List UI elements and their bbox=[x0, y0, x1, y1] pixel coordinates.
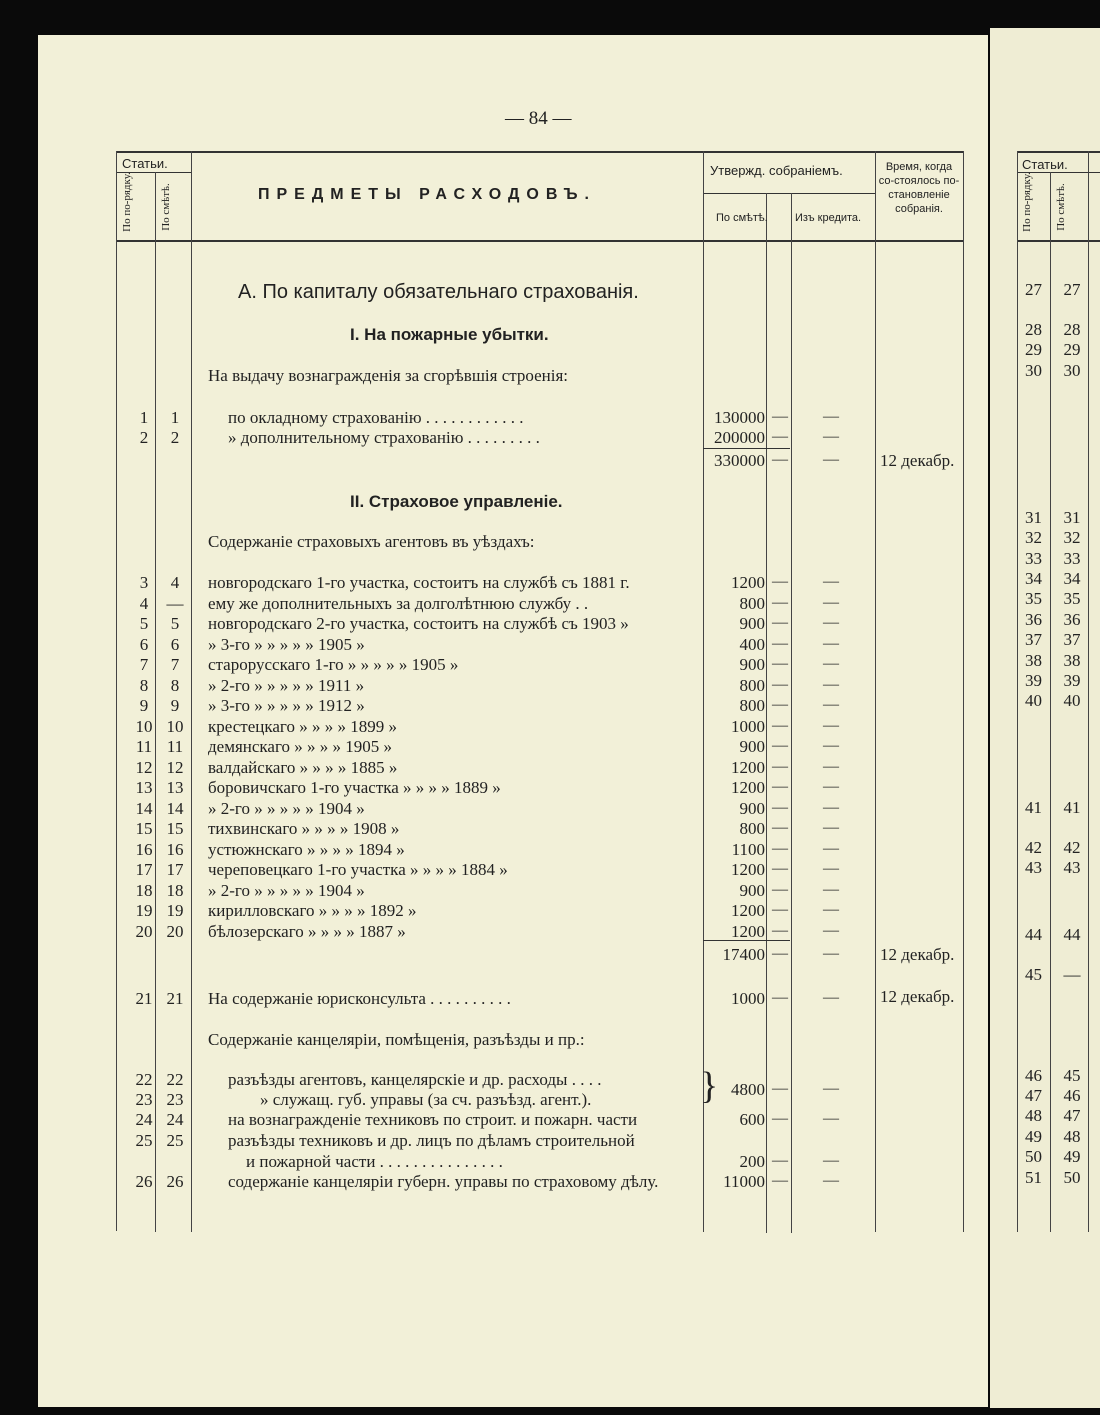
right-row-estimate-number: 37 bbox=[1063, 630, 1081, 649]
row-text: кирилловскаго » » » » 1892 » bbox=[208, 901, 417, 920]
dash-mark: — bbox=[772, 428, 788, 445]
dash-mark: — bbox=[823, 921, 839, 939]
right-row-estimate-number: 35 bbox=[1063, 589, 1081, 608]
row-text: крестецкаго » » » » 1899 » bbox=[208, 716, 397, 736]
dash-mark: — bbox=[823, 819, 839, 836]
row-21-date: 12 декабр. bbox=[880, 987, 955, 1006]
right-row-number: 33 bbox=[1025, 549, 1042, 568]
dash-mark: — bbox=[772, 901, 788, 918]
page-number: — 84 — bbox=[505, 108, 572, 129]
right-row-estimate-number: 48 bbox=[1063, 1127, 1081, 1146]
section-1-total: 330000 bbox=[714, 451, 765, 470]
row-number: 18 bbox=[135, 880, 153, 900]
header-statyi: Статьи. bbox=[122, 156, 168, 171]
row-amount: 200 bbox=[739, 1152, 765, 1171]
dash-mark: — bbox=[823, 675, 839, 693]
row-text: » 3-го » » » » » 1905 » bbox=[208, 634, 365, 654]
dash-mark: — bbox=[772, 573, 788, 590]
row-number: 11 bbox=[135, 737, 153, 756]
right-row-number: 47 bbox=[1025, 1086, 1042, 1105]
right-row-number: 46 bbox=[1025, 1066, 1042, 1085]
row-amount: 800 bbox=[739, 675, 765, 695]
row-number: 17 bbox=[135, 860, 153, 879]
dash-mark: — bbox=[823, 737, 839, 754]
row-number: 12 bbox=[135, 757, 153, 777]
section-a-title: А. По капиталу обязательнаго страхованія. bbox=[238, 281, 639, 303]
header-po-smete-col: По смѣтѣ. bbox=[716, 212, 768, 224]
dash-mark: — bbox=[823, 696, 839, 713]
brace: } bbox=[700, 1065, 719, 1107]
right-row-estimate-number: 38 bbox=[1063, 651, 1081, 670]
row-number: 5 bbox=[139, 614, 149, 633]
dash-mark: — bbox=[823, 1110, 839, 1127]
right-row-number: 31 bbox=[1025, 508, 1042, 527]
row-text: череповецкаго 1-го участка » » » » 1884 » bbox=[208, 860, 508, 879]
row-text: » служащ. губ. управы (за сч. разъѣзд. агент.). bbox=[260, 1090, 592, 1109]
right-row-number: 27 bbox=[1025, 280, 1042, 299]
dash-mark: — bbox=[823, 716, 839, 734]
dash-mark: — bbox=[772, 655, 788, 672]
dash-mark: — bbox=[823, 839, 839, 857]
dash-mark: — bbox=[823, 573, 839, 590]
row-amount: 1200 bbox=[731, 901, 765, 920]
right-row-estimate-number: 36 bbox=[1063, 610, 1081, 629]
right-row-estimate-number: 33 bbox=[1063, 549, 1081, 568]
row-amount: 600 bbox=[739, 1110, 765, 1129]
row-number: 1 bbox=[139, 408, 149, 427]
right-row-number: 45 bbox=[1025, 965, 1042, 984]
dash-mark: — bbox=[823, 1080, 839, 1097]
dash-mark: — bbox=[823, 757, 839, 775]
right-row-estimate-number: 32 bbox=[1063, 528, 1081, 547]
row-text: устюжнскаго » » » » 1894 » bbox=[208, 839, 405, 859]
row-text: новгородскаго 1-го участка, состоитъ на службѣ съ 1881 г. bbox=[208, 573, 630, 592]
dash-mark: — bbox=[823, 860, 839, 877]
section-2-title: II. Страховое управленіе. bbox=[350, 492, 563, 511]
right-row-number: 44 bbox=[1025, 925, 1042, 944]
row-estimate-number: 16 bbox=[166, 839, 184, 859]
right-row-number: 51 bbox=[1025, 1168, 1042, 1187]
header-po-smete: По смѣтѣ. bbox=[160, 183, 172, 231]
row-number: 25 bbox=[135, 1131, 153, 1150]
row-text: » 3-го » » » » » 1912 » bbox=[208, 696, 365, 715]
dash-mark: — bbox=[772, 1110, 788, 1127]
row-amount: 130000 bbox=[714, 408, 765, 427]
row-number: 13 bbox=[135, 778, 153, 797]
row-number: 8 bbox=[139, 675, 149, 695]
section-1-date: 12 декабр. bbox=[880, 451, 955, 470]
row-estimate-number: 10 bbox=[166, 716, 184, 736]
row-text: бѣлозерскаго » » » » 1887 » bbox=[208, 921, 406, 941]
row-amount: 900 bbox=[739, 614, 765, 633]
dash-mark: — bbox=[772, 614, 788, 631]
row-estimate-number: 19 bbox=[166, 901, 184, 920]
row-number: 3 bbox=[139, 573, 149, 592]
dash-mark: — bbox=[772, 1080, 788, 1097]
row-amount: 11000 bbox=[723, 1172, 765, 1191]
row-amount: 900 bbox=[739, 737, 765, 756]
row-estimate-number: 22 bbox=[166, 1070, 184, 1089]
row-number: 10 bbox=[135, 716, 153, 736]
row-estimate-number: 25 bbox=[166, 1131, 184, 1150]
row-amount: 1000 bbox=[731, 716, 765, 736]
row-text: валдайскаго » » » » 1885 » bbox=[208, 757, 398, 777]
row-text: » дополнительному страхованію . . . . . . . . . bbox=[228, 428, 540, 447]
dash-mark: — bbox=[823, 778, 839, 795]
row-amount: 4800 bbox=[731, 1080, 765, 1099]
row-amount: 800 bbox=[739, 696, 765, 715]
office-intro: Содержаніе канцеляріи, помѣщенія, разъѣзды и пр.: bbox=[208, 1030, 585, 1049]
row-estimate-number: 8 bbox=[170, 675, 180, 695]
row-estimate-number: 20 bbox=[166, 921, 184, 941]
row-estimate-number: 6 bbox=[170, 634, 180, 654]
right-row-number: 34 bbox=[1025, 569, 1042, 588]
next-page-edge bbox=[990, 28, 1100, 1408]
header-vremya: Время, когда со-стоялось по-становленіе собранія. bbox=[878, 161, 960, 215]
dash-mark: — bbox=[823, 1172, 839, 1189]
dash-mark: — bbox=[772, 1152, 788, 1169]
row-amount: 1200 bbox=[731, 860, 765, 879]
row-estimate-number: 7 bbox=[170, 655, 180, 674]
right-row-estimate-number: 46 bbox=[1063, 1086, 1081, 1105]
header-bottom-rule bbox=[116, 240, 964, 242]
right-row-number: 42 bbox=[1025, 838, 1042, 857]
row-estimate-number: — bbox=[166, 593, 184, 613]
right-row-estimate-number: 30 bbox=[1063, 361, 1081, 380]
dash-mark: — bbox=[772, 696, 788, 713]
row-text: на вознагражденіе техниковъ по строит. и пожарн. части bbox=[228, 1110, 638, 1129]
row-estimate-number: 15 bbox=[166, 819, 184, 838]
row-text: тихвинскаго » » » » 1908 » bbox=[208, 819, 400, 838]
right-row-number: 37 bbox=[1025, 630, 1042, 649]
row-text: демянскаго » » » » 1905 » bbox=[208, 737, 393, 756]
right-row-number: 39 bbox=[1025, 671, 1042, 690]
row-number: 23 bbox=[135, 1090, 153, 1109]
right-row-estimate-number: 28 bbox=[1063, 320, 1081, 339]
right-row-estimate-number: 44 bbox=[1063, 925, 1081, 944]
header-approved: Утвержд. собраніемъ. bbox=[710, 163, 843, 178]
section-1-intro: На выдачу вознагражденія за сгорѣвшія строенія: bbox=[208, 366, 568, 385]
dash-mark: — bbox=[823, 593, 839, 611]
row-text: и пожарной части . . . . . . . . . . . . . . . bbox=[246, 1152, 503, 1171]
dash-mark: — bbox=[823, 901, 839, 918]
dash-mark: — bbox=[772, 778, 788, 795]
right-row-number: 50 bbox=[1025, 1147, 1042, 1166]
dash-mark: — bbox=[823, 634, 839, 652]
row-estimate-number: 14 bbox=[166, 798, 184, 818]
right-row-estimate-number: — bbox=[1063, 965, 1081, 984]
row-text: ему же дополнительныхъ за долголѣтнюю службу . . bbox=[208, 593, 589, 613]
section-2-intro: Содержаніе страховыхъ агентовъ въ уѣздахъ: bbox=[208, 532, 535, 551]
row-estimate-number: 11 bbox=[166, 737, 184, 756]
right-row-estimate-number: 34 bbox=[1063, 569, 1081, 588]
right-row-number: 40 bbox=[1025, 691, 1042, 710]
right-row-number: 29 bbox=[1025, 340, 1042, 359]
row-number: 6 bbox=[139, 634, 149, 654]
row-text: » 2-го » » » » » 1911 » bbox=[208, 675, 365, 695]
right-row-estimate-number: 50 bbox=[1063, 1168, 1081, 1187]
row-amount: 800 bbox=[739, 593, 765, 613]
dash-mark: — bbox=[772, 819, 788, 836]
dash-mark: — bbox=[772, 408, 788, 425]
dash-mark: — bbox=[772, 921, 788, 939]
row-text: разъѣзды техниковъ и др. лицъ по дѣламъ строительной bbox=[228, 1131, 635, 1150]
row-number: 22 bbox=[135, 1070, 153, 1089]
header-iz-kredita: Изъ кредита. bbox=[795, 212, 862, 224]
right-row-number: 32 bbox=[1025, 528, 1042, 547]
right-row-number: 36 bbox=[1025, 610, 1042, 629]
section-1-title: I. На пожарные убытки. bbox=[350, 325, 549, 344]
row-amount: 1200 bbox=[731, 757, 765, 777]
dash-mark: — bbox=[772, 737, 788, 754]
row-number: 26 bbox=[135, 1172, 153, 1191]
row-estimate-number: 23 bbox=[166, 1090, 184, 1109]
right-row-number: 49 bbox=[1025, 1127, 1042, 1146]
row-text: по окладному страхованію . . . . . . . . . . . . bbox=[228, 408, 524, 427]
right-row-estimate-number: 39 bbox=[1063, 671, 1081, 690]
dash-mark: — bbox=[772, 860, 788, 877]
dash-mark: — bbox=[823, 614, 839, 631]
right-row-estimate-number: 27 bbox=[1063, 280, 1081, 299]
dash-mark: — bbox=[772, 634, 788, 652]
row-estimate-number: 1 bbox=[170, 408, 180, 427]
row-text: новгородскаго 2-го участка, состоитъ на службѣ съ 1903 » bbox=[208, 614, 629, 633]
table-title: ПРЕДМЕТЫ РАСХОДОВЪ. bbox=[258, 186, 596, 203]
row-estimate-number: 5 bbox=[170, 614, 180, 633]
row-number: 16 bbox=[135, 839, 153, 859]
row-estimate-number: 13 bbox=[166, 778, 184, 797]
right-statyi: Статьи. bbox=[1022, 157, 1068, 172]
row-number: 15 bbox=[135, 819, 153, 838]
row-number: 20 bbox=[135, 921, 153, 941]
right-row-number: 43 bbox=[1025, 858, 1042, 877]
row-text: старорусскаго 1-го » » » » » 1905 » bbox=[208, 655, 459, 674]
row-amount: 1100 bbox=[731, 839, 765, 859]
right-row-estimate-number: 45 bbox=[1063, 1066, 1081, 1085]
row-21-text: На содержаніе юрисконсульта . . . . . . . . . . bbox=[208, 989, 511, 1008]
right-row-estimate-number: 42 bbox=[1063, 838, 1081, 857]
row-estimate-number: 4 bbox=[170, 573, 180, 592]
agents-total: 17400 bbox=[722, 945, 765, 964]
row-amount: 900 bbox=[739, 655, 765, 674]
right-row-estimate-number: 29 bbox=[1063, 340, 1081, 359]
right-row-estimate-number: 49 bbox=[1063, 1147, 1081, 1166]
row-text: содержаніе канцеляріи губерн. управы по страховому дѣлу. bbox=[228, 1172, 659, 1191]
right-row-number: 30 bbox=[1025, 361, 1042, 380]
table-top-rule bbox=[116, 151, 964, 153]
row-text: разъѣзды агентовъ, канцелярскіе и др. расходы . . . . bbox=[228, 1070, 602, 1089]
dash-mark: — bbox=[823, 428, 839, 445]
dash-mark: — bbox=[823, 880, 839, 898]
dash-mark: — bbox=[823, 798, 839, 816]
row-amount: 900 bbox=[739, 798, 765, 818]
row-amount: 200000 bbox=[714, 428, 765, 447]
right-row-estimate-number: 40 bbox=[1063, 691, 1081, 710]
row-estimate-number: 18 bbox=[166, 880, 184, 900]
right-row-number: 48 bbox=[1025, 1106, 1042, 1125]
row-number: 9 bbox=[139, 696, 149, 715]
right-row-estimate-number: 47 bbox=[1063, 1106, 1081, 1125]
right-row-estimate-number: 31 bbox=[1063, 508, 1081, 527]
row-text: боровичскаго 1-го участка » » » » 1889 » bbox=[208, 778, 501, 797]
row-number: 7 bbox=[139, 655, 149, 674]
row-estimate-number: 24 bbox=[166, 1110, 184, 1129]
row-estimate-number: 17 bbox=[166, 860, 184, 879]
dash-mark: — bbox=[772, 880, 788, 898]
row-estimate-number: 12 bbox=[166, 757, 184, 777]
dash-mark: — bbox=[772, 675, 788, 693]
dash-mark: — bbox=[823, 408, 839, 425]
row-amount: 1200 bbox=[731, 921, 765, 941]
right-row-estimate-number: 41 bbox=[1063, 798, 1081, 817]
right-row-number: 28 bbox=[1025, 320, 1042, 339]
dash-mark: — bbox=[772, 1172, 788, 1189]
row-estimate-number: 9 bbox=[170, 696, 180, 715]
row-amount: 800 bbox=[739, 819, 765, 838]
row-text: » 2-го » » » » » 1904 » bbox=[208, 798, 365, 818]
agents-date: 12 декабр. bbox=[880, 945, 955, 964]
right-row-estimate-number: 43 bbox=[1063, 858, 1081, 877]
row-number: 24 bbox=[135, 1110, 153, 1129]
row-number: 4 bbox=[139, 593, 149, 613]
dash-mark: — bbox=[823, 655, 839, 672]
row-text: » 2-го » » » » » 1904 » bbox=[208, 880, 365, 900]
dash-mark: — bbox=[772, 716, 788, 734]
row-number: 2 bbox=[139, 428, 149, 447]
dash-mark: — bbox=[772, 839, 788, 857]
row-amount: 900 bbox=[739, 880, 765, 900]
dash-mark: — bbox=[772, 593, 788, 611]
right-row-number: 38 bbox=[1025, 651, 1042, 670]
dash-mark: — bbox=[772, 757, 788, 775]
row-estimate-number: 2 bbox=[170, 428, 180, 447]
row-estimate-number: 26 bbox=[166, 1172, 184, 1191]
dash-mark: — bbox=[772, 798, 788, 816]
dash-mark: — bbox=[823, 1152, 839, 1169]
header-po-poryadku: По по-рядку. bbox=[121, 172, 133, 232]
row-amount: 400 bbox=[739, 634, 765, 654]
row-21-amount: 1000 bbox=[731, 989, 765, 1008]
right-row-number: 35 bbox=[1025, 589, 1042, 608]
row-amount: 1200 bbox=[731, 573, 765, 592]
row-amount: 1200 bbox=[731, 778, 765, 797]
row-number: 14 bbox=[135, 798, 153, 818]
row-number: 19 bbox=[135, 901, 153, 920]
right-row-number: 41 bbox=[1025, 798, 1042, 817]
